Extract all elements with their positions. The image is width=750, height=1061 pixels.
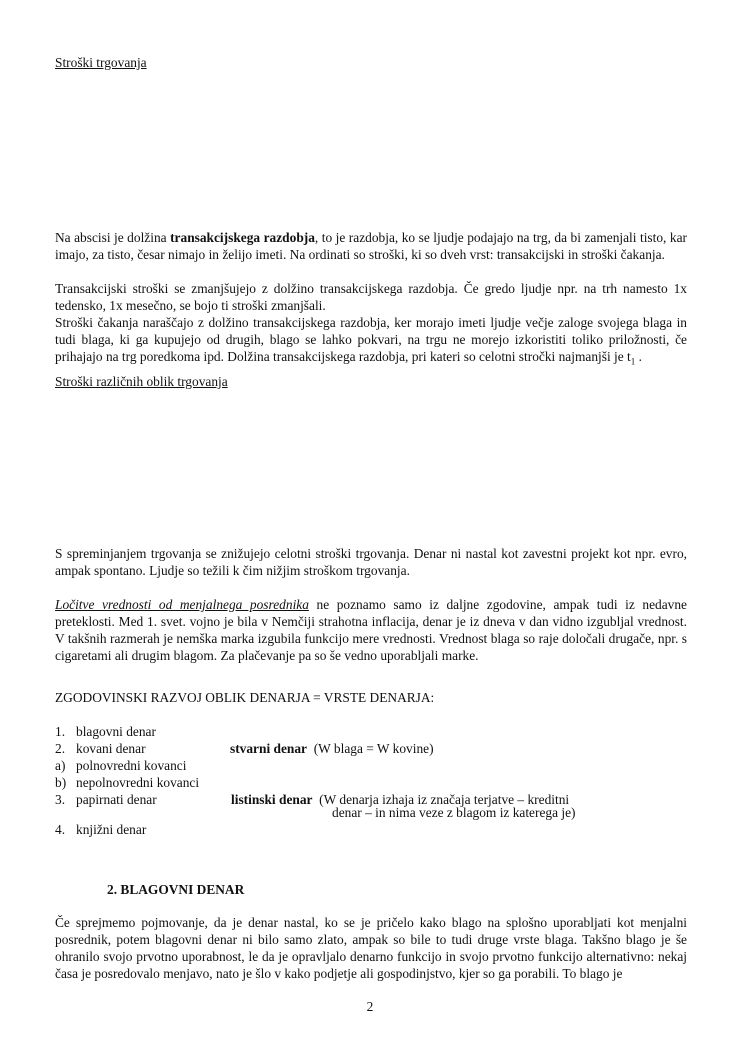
text: , to je razdobja, ko se ljudje podajajo na trg, da bi zamenjali tisto, kar imajo, za tisto, česar nimajo in želijo imeti. Na ordinati so stroški, ki so dveh vrst: transakcijski in stroški čakanja. [55,230,687,262]
paragraph-transakcijski: Transakcijski stroški se zmanjšujejo z dolžino transakcijskega razdobja. Če gredo ljudje npr. na trh namesto 1x tedensko, 1x mesečno, se bojo ti stroški zmanjšali. [55,281,687,313]
text: Stroški čakanja naraščajo z dolžino transakcijskega razdobja, ker morajo imeti ljudje večje zaloge svojega blaga in tudi blaga, ki ga kupujejo od drugih, blago se lahko pokvari, na trgu ne morejo izkoristiti toliko priložnosti, če prihajajo na trg poredkoma ipd. Dolžina transakcijskega razdobja, pri kateri so celotni stročki najmanjši je t [55,315,687,364]
list-text: polnovredni kovanci [76,758,187,773]
list-note: (W denarja izhaja iz značaja terjatve – kreditni [312,792,570,807]
list-marker: 4. [55,822,66,837]
heading-zgodovinski-razvoj: ZGODOVINSKI RAZVOJ OBLIK DENARJA = VRSTE DENARJA: [55,690,435,705]
subscript: 1 [630,356,636,367]
text: ne poznamo samo iz daljne zgodovine, ampak tudi iz nedavne preteklosti. Med 1. svet. vojno je bila v Nemčiji strahotna inflacija, denar je iz dneva v dan vidno izgubljal vrednost. V takšnih razmerah je nemška marka izgubila funkcijo mere vrednosti. Vrednost blaga so raje določali drugače, npr. s cigaretami ali drugim blagom. Za plačevanje pa so še vedno uporabljali marke. [55,597,687,663]
bold-term: listinski denar [231,792,313,807]
list-marker: a) [55,758,66,773]
text: Na abscisi je dolžina [55,230,171,245]
list-text: knjižni denar [76,822,147,837]
paragraph-locitve [55,596,687,664]
list-text: kovani denar [76,741,146,756]
list-marker: 1. [55,724,66,739]
bold-term: stvarni denar [230,741,307,756]
heading-blagovni-denar: 2. BLAGOVNI DENAR [107,882,245,897]
chart-placeholder-trading-costs [55,80,687,220]
paragraph-cakanje [55,314,687,371]
chart-placeholder-trading-forms [55,395,687,535]
italic-term: Ločitve vrednosti od menjalnega posrednika [55,597,309,612]
list-marker: 2. [55,741,66,756]
paragraph-blagovni-denar: Če sprejmemo pojmovanje, da je denar nastal, ko se je pričelo kako blago na splošno uporabljati kot menjalni posrednik, potem blagovni denar ni bilo samo zlato, ampak so bile to tudi druge vrste blaga. Takšno blago je še ohranilo svojo prvotno uporabnost, le da je opravljalo denarno funkcijo in svojo prvotno funkcijo alternativno: nekaj časa je posredovalo menjavo, nato je šlo v kako podjetje ali gospodinjstvo, kjer so ga porabili. To blago je [55,915,687,981]
paragraph-spreminjanje: S spreminjanjem trgovanja se znižujejo celotni stroški trgovanja. Denar ni nastal kot zavestni projekt kot npr. evro, ampak spontano. Ljudje so težili k čim nižjim stroškom trgovanja. [55,546,687,578]
list-marker: b) [55,775,67,790]
list-note: denar – in nima veze z blagom iz katerega je) [332,805,576,820]
list-text: blagovni denar [76,724,156,739]
text: . [635,349,642,364]
paragraph-abscisa [55,229,687,263]
bold-term: transakcijskega razdobja [170,230,315,245]
list-text: papirnati denar [76,792,157,807]
list-note: (W blaga = W kovine) [307,741,434,756]
page-number: 2 [366,999,374,1014]
heading-oblike-trgovanja: Stroški različnih oblik trgovanja [55,374,228,389]
heading-stroski-trgovanja: Stroški trgovanja [55,55,147,70]
list-marker: 3. [55,792,66,807]
list-text: nepolnovredni kovanci [76,775,200,790]
